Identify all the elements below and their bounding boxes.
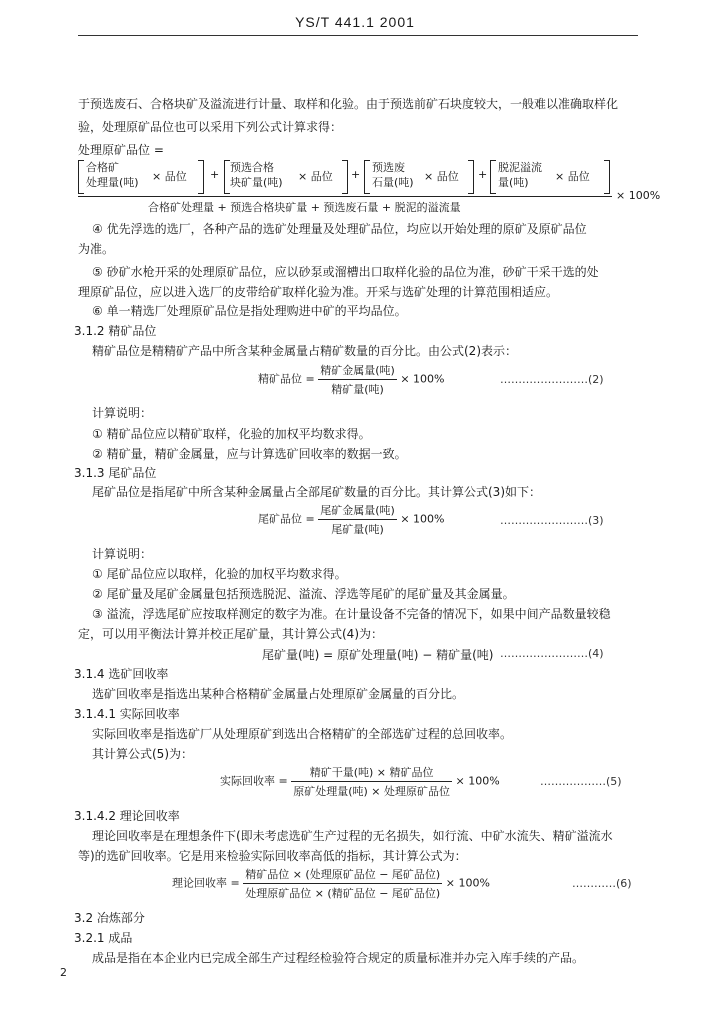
fraction-bar [78,196,612,197]
term-top: 预选废 [372,161,405,174]
term-bottom: 处理量(吨) [86,176,139,189]
standard-number-header: YS/T 441.1 2001 [295,14,415,30]
page-number: 2 [60,966,67,979]
bracket-left [364,160,370,194]
formula-lhs: 理论回收率 = [172,876,240,890]
bracket-right [342,160,348,194]
bracket-left [78,160,84,194]
calc-note: ② 尾矿量及尾矿金属量包括预选脱泥、溢流、浮选等尾矿的尾矿量及其金属量。 [92,587,515,601]
formula1-denominator: 合格矿处理量 + 预选合格块矿量 + 预选废石量 + 脱泥的溢流量 [148,201,461,214]
calc-note-heading: 计算说明： [92,547,153,561]
term-top: 脱泥溢流 [498,161,542,174]
section-heading: 3.1.4.2 理论回收率 [74,809,180,823]
paragraph-line: 精矿品位是精精矿产品中所含某种金属量占精矿数量的百分比。由公式(2)表示： [92,344,518,358]
denominator: 精矿量(吨) [331,383,384,396]
percent: × 100% [400,372,445,386]
formula-lhs: 精矿品位 = [258,372,315,386]
paragraph-line: 等)的选矿回收率。它是用来检验实际回收率高低的指标，其计算公式为： [78,849,467,863]
fraction [318,362,397,397]
paragraph-line: 尾矿品位是指尾矿中所含某种金属量占全部尾矿数量的百分比。其计算公式(3)如下： [92,485,542,499]
note-5-cont: 理原矿品位，应以进入选厂的皮带给矿取样化验为准。开采与选矿处理的计算范围相适应。 [78,285,559,299]
paragraph-line: 实际回收率是指选矿厂从处理原矿到选出合格精矿的全部选矿过程的总回收率。 [92,727,513,741]
term-bottom: 量(吨) [498,176,529,189]
equation-number: ……………………(2) [500,373,604,386]
equation-number: ……………………(3) [500,514,604,527]
formula1-term3-mul: × 品位 [424,170,459,183]
section-heading: 3.1.4 选矿回收率 [74,667,169,681]
section-heading: 3.1.3 尾矿品位 [74,466,157,480]
formula1-lhs: 处理原矿品位 = [78,143,164,157]
formula6 [172,866,490,901]
paragraph-line: 成品是指在本企业内已完成全部生产过程经检验符合规定的质量标准并办完入库手续的产品。 [92,951,585,965]
denominator: 尾矿量(吨) [331,523,384,536]
numerator: 精矿品位 × (处理原矿品位 − 尾矿品位) [243,866,442,884]
formula2 [258,362,444,397]
paragraph-line: 于预选废石、合格块矿及溢流进行计量、取样和化验。由于预选前矿石块度较大，一般难以准确取样化 [78,97,619,111]
paragraph-line: 其计算公式(5)为： [92,747,193,761]
bracket-right [468,160,474,194]
percent: × 100% [400,512,445,526]
formula1-term1 [86,160,139,190]
fraction [243,866,442,901]
fraction [291,764,452,799]
bracket-right [198,160,204,194]
note-4: ④ 优先浮选的选厂，各种产品的选矿处理量及处理矿品位，均应以开始处理的原矿及原矿品位 [92,222,587,236]
calc-note: ① 尾矿品位应以取样，化验的加权平均数求得。 [92,567,347,581]
formula4: 尾矿量(吨) = 原矿处理量(吨) − 精矿量(吨) [262,648,494,662]
numerator: 尾矿金属量(吨) [318,502,397,520]
bracket-left [490,160,496,194]
plus-sign: + [210,168,220,181]
note-5: ⑤ 砂矿水枪开采的处理原矿品位，应以砂泵或溜槽出口取样化验的品位为准，砂矿干采干选的处 [92,265,599,279]
section-heading: 3.2 冶炼部分 [74,911,145,925]
percent: × 100% [455,774,500,788]
fraction [318,502,397,537]
calc-note-cont: 定，可以用平衡法计算并校正尾矿量，其计算公式(4)为： [78,627,384,641]
equation-number: ………………(5) [540,775,622,788]
percent: × 100% [445,876,490,890]
plus-sign: + [351,168,361,181]
note-4-cont: 为准。 [78,242,115,256]
denominator: 原矿处理量(吨) × 处理原矿品位 [293,785,451,798]
numerator: 精矿金属量(吨) [318,362,397,380]
term-top: 合格矿 [86,161,119,174]
paragraph-line: 验，处理原矿品位也可以采用下列公式计算求得： [78,120,343,134]
formula-lhs: 尾矿品位 = [258,512,315,526]
formula1-term2 [230,160,283,190]
paragraph-line: 选矿回收率是指选出某种合格精矿金属量占处理原矿金属量的百分比。 [92,687,465,701]
calc-note-heading: 计算说明： [92,406,153,420]
paragraph-line: 理论回收率是在理想条件下(即未考虑选矿生产过程的无名损失，如行流、中矿水流失、精矿溢流水 [92,829,613,843]
formula1-term4 [498,160,542,190]
formula1-term1-mul: × 品位 [152,170,187,183]
term-top: 预选合格 [230,161,274,174]
section-heading: 3.1.4.1 实际回收率 [74,707,180,721]
formula5 [220,764,500,799]
numerator: 精矿干量(吨) × 精矿品位 [291,764,452,782]
calc-note: ① 精矿品位应以精矿取样，化验的加权平均数求得。 [92,427,371,441]
formula1-term3 [372,160,414,190]
calc-note: ② 精矿量，精矿金属量，应与计算选矿回收率的数据一致。 [92,447,407,461]
section-heading: 3.1.2 精矿品位 [74,324,157,338]
section-heading: 3.2.1 成品 [74,931,133,945]
bracket-right [604,160,610,194]
formula1-term4-mul: × 品位 [555,170,590,183]
equation-number: …………(6) [572,877,632,890]
term-bottom: 块矿量(吨) [230,176,283,189]
calc-note: ③ 溢流，浮选尾矿应按取样测定的数字为准。在计量设备不完备的情况下，如果中间产品数量较稳 [92,607,611,621]
formula1-term2-mul: × 品位 [298,170,333,183]
formula1-percent: × 100% [616,189,661,202]
formula-lhs: 实际回收率 = [220,774,288,788]
formula3 [258,502,444,537]
header-rule [78,35,638,36]
term-bottom: 石量(吨) [372,176,414,189]
denominator: 处理原矿品位 × (精矿品位 − 尾矿品位) [245,887,441,900]
plus-sign: + [478,168,488,181]
note-6: ⑥ 单一精选厂处理原矿品位是指处理购进中矿的平均品位。 [92,304,407,318]
equation-number: ……………………(4) [500,647,604,660]
